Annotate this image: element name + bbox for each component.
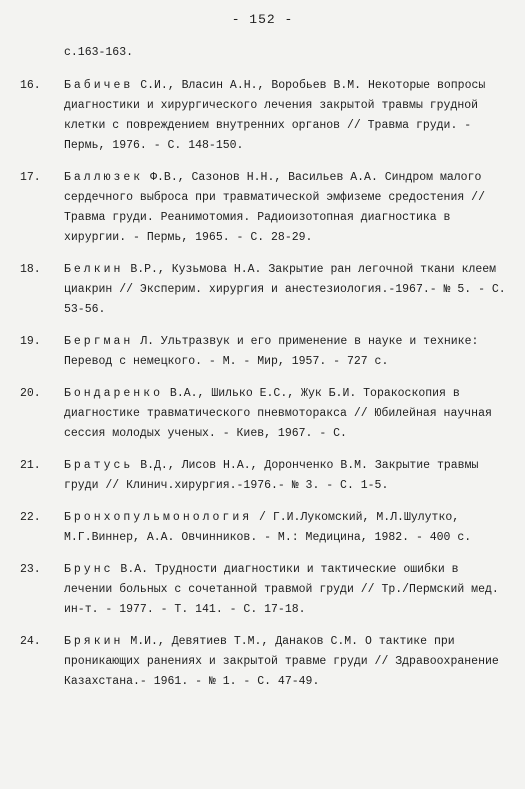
entry-author: Белкин [64, 263, 124, 276]
entry-text: М.И., Девятиев Т.М., Данаков С.М. О тактике при проникающих ранениях и закрытой травме груди // Здравоохранение Казахстана.- 1961. - № 1. - С. 47-49. [64, 635, 506, 688]
entry-author: Бондаренко [64, 387, 164, 400]
reference-entry [20, 384, 510, 444]
entry-author: Бабичев [64, 79, 134, 92]
entry-text: В.Д., Лисов Н.А., Доронченко В.М. Закрытие травмы груди // Клинич.хирургия.-1976.- № 3. - С. 1-5. [64, 459, 486, 492]
reference-entry [20, 260, 513, 320]
entry-text: С.И., Власин А.Н., Воробьев В.М. Некоторые вопросы диагностики и хирургического лечения закрытой травмы грудной клетки с повреждением внутренних органов // Травма груди. - Пермь, 1976. - С. 148-150. [64, 79, 493, 152]
entry-body [64, 332, 510, 372]
entry-number: 18. [20, 263, 41, 276]
entry-body [64, 560, 510, 620]
reference-entry [20, 168, 510, 248]
entry-body [64, 384, 510, 444]
entry-number: 16. [20, 79, 41, 92]
entry-text: Ф.В., Сазонов Н.Н., Васильев А.А. Синдром малого сердечного выброса при травматической эмфиземе средостения // Травма груди. Реанимотомия. Радиоизотопная диагностика в хирургии. - Пермь, 1965. - С. 28-29. [64, 171, 492, 244]
entry-author: Баллюзек [64, 171, 144, 184]
entry-text: В.Р., Кузьмова Н.А. Закрытие ран легочной ткани клеем циакрин // Эксперим. хирургия и анестезиология.-1967.- № 5. - С. 53-56. [64, 263, 513, 316]
entry-body [64, 456, 510, 496]
reference-entry [20, 508, 510, 548]
entry-body [64, 260, 513, 320]
reference-entry [20, 76, 510, 156]
entry-text: В.А., Шилько Е.С., Жук Б.И. Торакоскопия в диагностике травматического пневмоторакса // Юбилейная научная сессия молодых ученых. - Киев, 1967. - С. [64, 387, 499, 440]
entry-author: Братусь [64, 459, 134, 472]
entry-body [64, 76, 510, 156]
entry-body [64, 632, 510, 692]
entry-number: 20. [20, 387, 41, 400]
entry-author: Брунс [64, 563, 114, 576]
entry-text: В.А. Трудности диагностики и тактические ошибки в лечении больных с сочетанной травмой груди // Тр./Пермский мед. ин-т. - 1977. - Т. 141. - С. 17-18. [64, 563, 506, 616]
reference-list [20, 46, 513, 704]
entry-author: Бергман [64, 335, 134, 348]
entry-number: 17. [20, 171, 41, 184]
reference-entry [20, 632, 510, 692]
reference-entry [20, 560, 510, 620]
page-number: - 152 - [231, 12, 294, 27]
entry-number: 22. [20, 511, 41, 524]
entry-author: Бронхопульмонология [64, 511, 253, 524]
entry-author: Брякин [64, 635, 124, 648]
entry-body [64, 508, 510, 548]
entry-text: / Г.И.Лукомский, М.Л.Шулутко, М.Г.Виннер, А.А. Овчинников. - М.: Медицина, 1982. - 400 с. [64, 511, 472, 544]
entry-number: 19. [20, 335, 41, 348]
reference-entry [20, 456, 510, 496]
entry-number: 24. [20, 635, 41, 648]
entry-number: 21. [20, 459, 41, 472]
entry-number: 23. [20, 563, 41, 576]
entry-text: Л. Ультразвук и его применение в науке и технике: Перевод с немецкого. - М. - Мир, 1957. - 727 с. [64, 335, 486, 368]
continuation-text: с.163-163. [64, 46, 134, 59]
reference-entry [20, 332, 510, 372]
entry-body [64, 168, 510, 248]
